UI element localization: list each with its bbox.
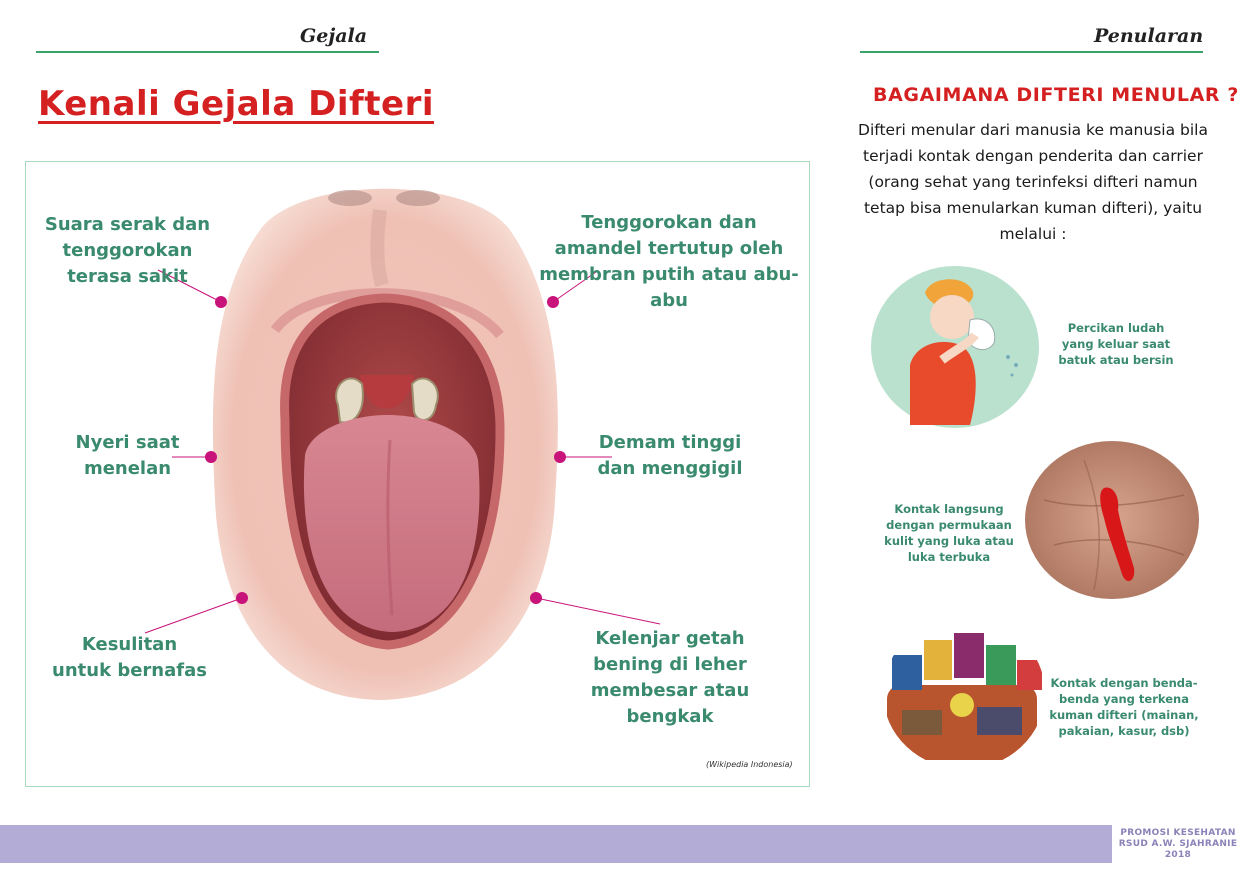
footer-bar [0,825,1112,863]
section-title-penularan: Penularan [1094,25,1204,47]
transmission-question: BAGAIMANA DIFTERI MENULAR ? [873,84,1239,106]
way-skin-label: Kontak langsung dengan permukaan kulit yang luka atau luka terbuka [884,502,1014,564]
footer-line-1: PROMOSI KESEHATAN [1120,828,1236,838]
footer-line-3: 2018 [1164,850,1192,860]
dot-swallow [205,451,217,463]
way-droplet-label: Percikan ludah yang keluar saat batuk atau bersin [1058,321,1174,367]
cough-illustration [870,265,1040,430]
image-credit: (Wikipedia Indonesia) [706,760,793,769]
page-title: Kenali Gejala Difteri [38,84,435,124]
dot-hoarse [215,296,227,308]
symptom-fever-label: Demam tinggi dan menggigil [597,432,743,479]
section-divider-right [860,51,1203,53]
dot-fever [554,451,566,463]
dot-lymph [530,592,542,604]
objects-illustration [882,615,1047,770]
footer-line-2: RSUD A.W. SJAHRANIE [1118,839,1238,849]
wound-illustration [1024,440,1200,600]
symptom-membrane-label: Tenggorokan dan amandel tertutup oleh membran putih atau abu-abu [539,212,799,311]
symptom-swallow-label: Nyeri saat menelan [75,432,180,479]
symptom-lymph-label: Kelenjar getah bening di leher membesar atau bengkak [590,628,750,727]
connector-breath [145,598,242,633]
section-title-gejala: Gejala [300,25,368,47]
footer-credit [1118,828,1238,861]
symptom-hoarse-label: Suara serak dan tenggorokan terasa sakit [44,214,211,287]
symptom-breath-label: Kesulitan untuk bernafas [52,634,207,681]
way-objects-label: Kontak dengan benda-benda yang terkena kuman difteri (mainan, pakaian, kasur, dsb) [1049,676,1199,738]
transmission-intro: Difteri menular dari manusia ke manusia bila terjadi kontak dengan penderita dan carrier (orang sehat yang terinfeksi difteri namun tetap bisa menularkan kuman difteri), yaitu melalui : [858,121,1208,243]
cough-person-head [930,295,974,339]
connector-lymph [536,598,660,624]
dot-breath [236,592,248,604]
